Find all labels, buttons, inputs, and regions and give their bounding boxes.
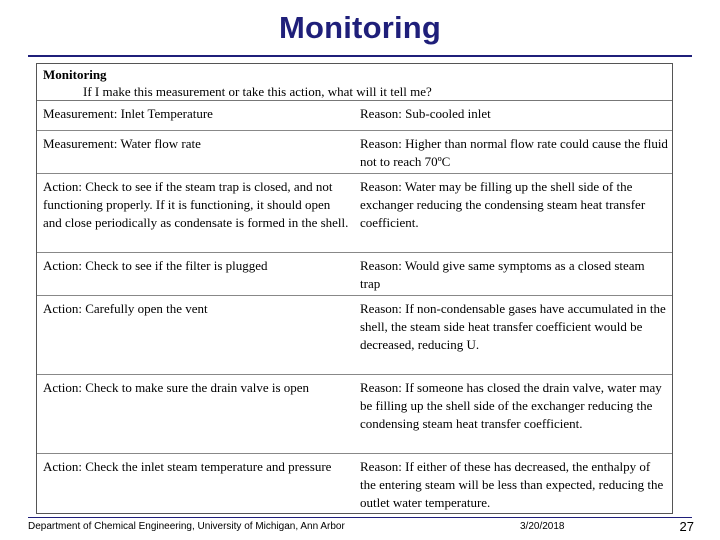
table-row <box>37 131 672 174</box>
action-cell: Action: Carefully open the vent <box>43 301 208 316</box>
table-row <box>37 296 672 375</box>
action-cell: Action: Check the inlet steam temperature and pressure <box>43 459 332 474</box>
reason-cell: Reason: Water may be filling up the shell side of the exchanger reducing the condensing steam heat transfer coefficient. <box>360 179 646 230</box>
page-number: 27 <box>679 519 694 534</box>
table-row <box>37 101 672 131</box>
table-heading: Monitoring <box>43 67 107 82</box>
measurement-cell: Measurement: Water flow rate <box>43 136 201 151</box>
slide-title: Monitoring <box>278 10 442 45</box>
reason-cell: Reason: If non-condensable gases have accumulated in the shell, the steam side heat transfer coefficient would be decreased, reducing U. <box>360 301 666 352</box>
table-intro <box>37 64 672 101</box>
reason-cell: Reason: If either of these has decreased, the enthalpy of the entering steam will be less than expected, reducing the outlet water temperature. <box>360 459 664 510</box>
table-question: If I make this measurement or take this action, what will it tell me? <box>83 84 432 99</box>
table-row <box>37 253 672 296</box>
reason-cell: Reason: If someone has closed the drain valve, water may be filling up the shell side of the exchanger reducing the condensing steam heat transfer coefficient. <box>360 380 662 431</box>
table-row <box>37 454 672 512</box>
footer-department: Department of Chemical Engineering, University of Michigan, Ann Arbor <box>28 521 345 532</box>
table-row <box>37 375 672 454</box>
monitoring-table <box>36 63 673 514</box>
action-cell: Action: Check to see if the steam trap is closed, and not functioning properly. If it is functioning, it should open and close periodically as condensate is formed in the shell. <box>43 179 349 230</box>
reason-cell: Reason: Higher than normal flow rate could cause the fluid not to reach 70ºC <box>360 136 668 169</box>
measurement-cell: Measurement: Inlet Temperature <box>43 106 213 121</box>
action-cell: Action: Check to make sure the drain valve is open <box>43 380 310 395</box>
slide-footer <box>0 519 720 535</box>
reason-cell: Reason: Sub-cooled inlet <box>360 106 491 121</box>
action-cell: Action: Check to see if the filter is plugged <box>43 258 268 273</box>
footer-rule <box>28 517 692 518</box>
footer-date: 3/20/2018 <box>520 521 565 532</box>
title-rule <box>28 55 692 57</box>
reason-cell: Reason: Would give same symptoms as a closed steam trap <box>360 258 645 291</box>
table-row <box>37 174 672 253</box>
